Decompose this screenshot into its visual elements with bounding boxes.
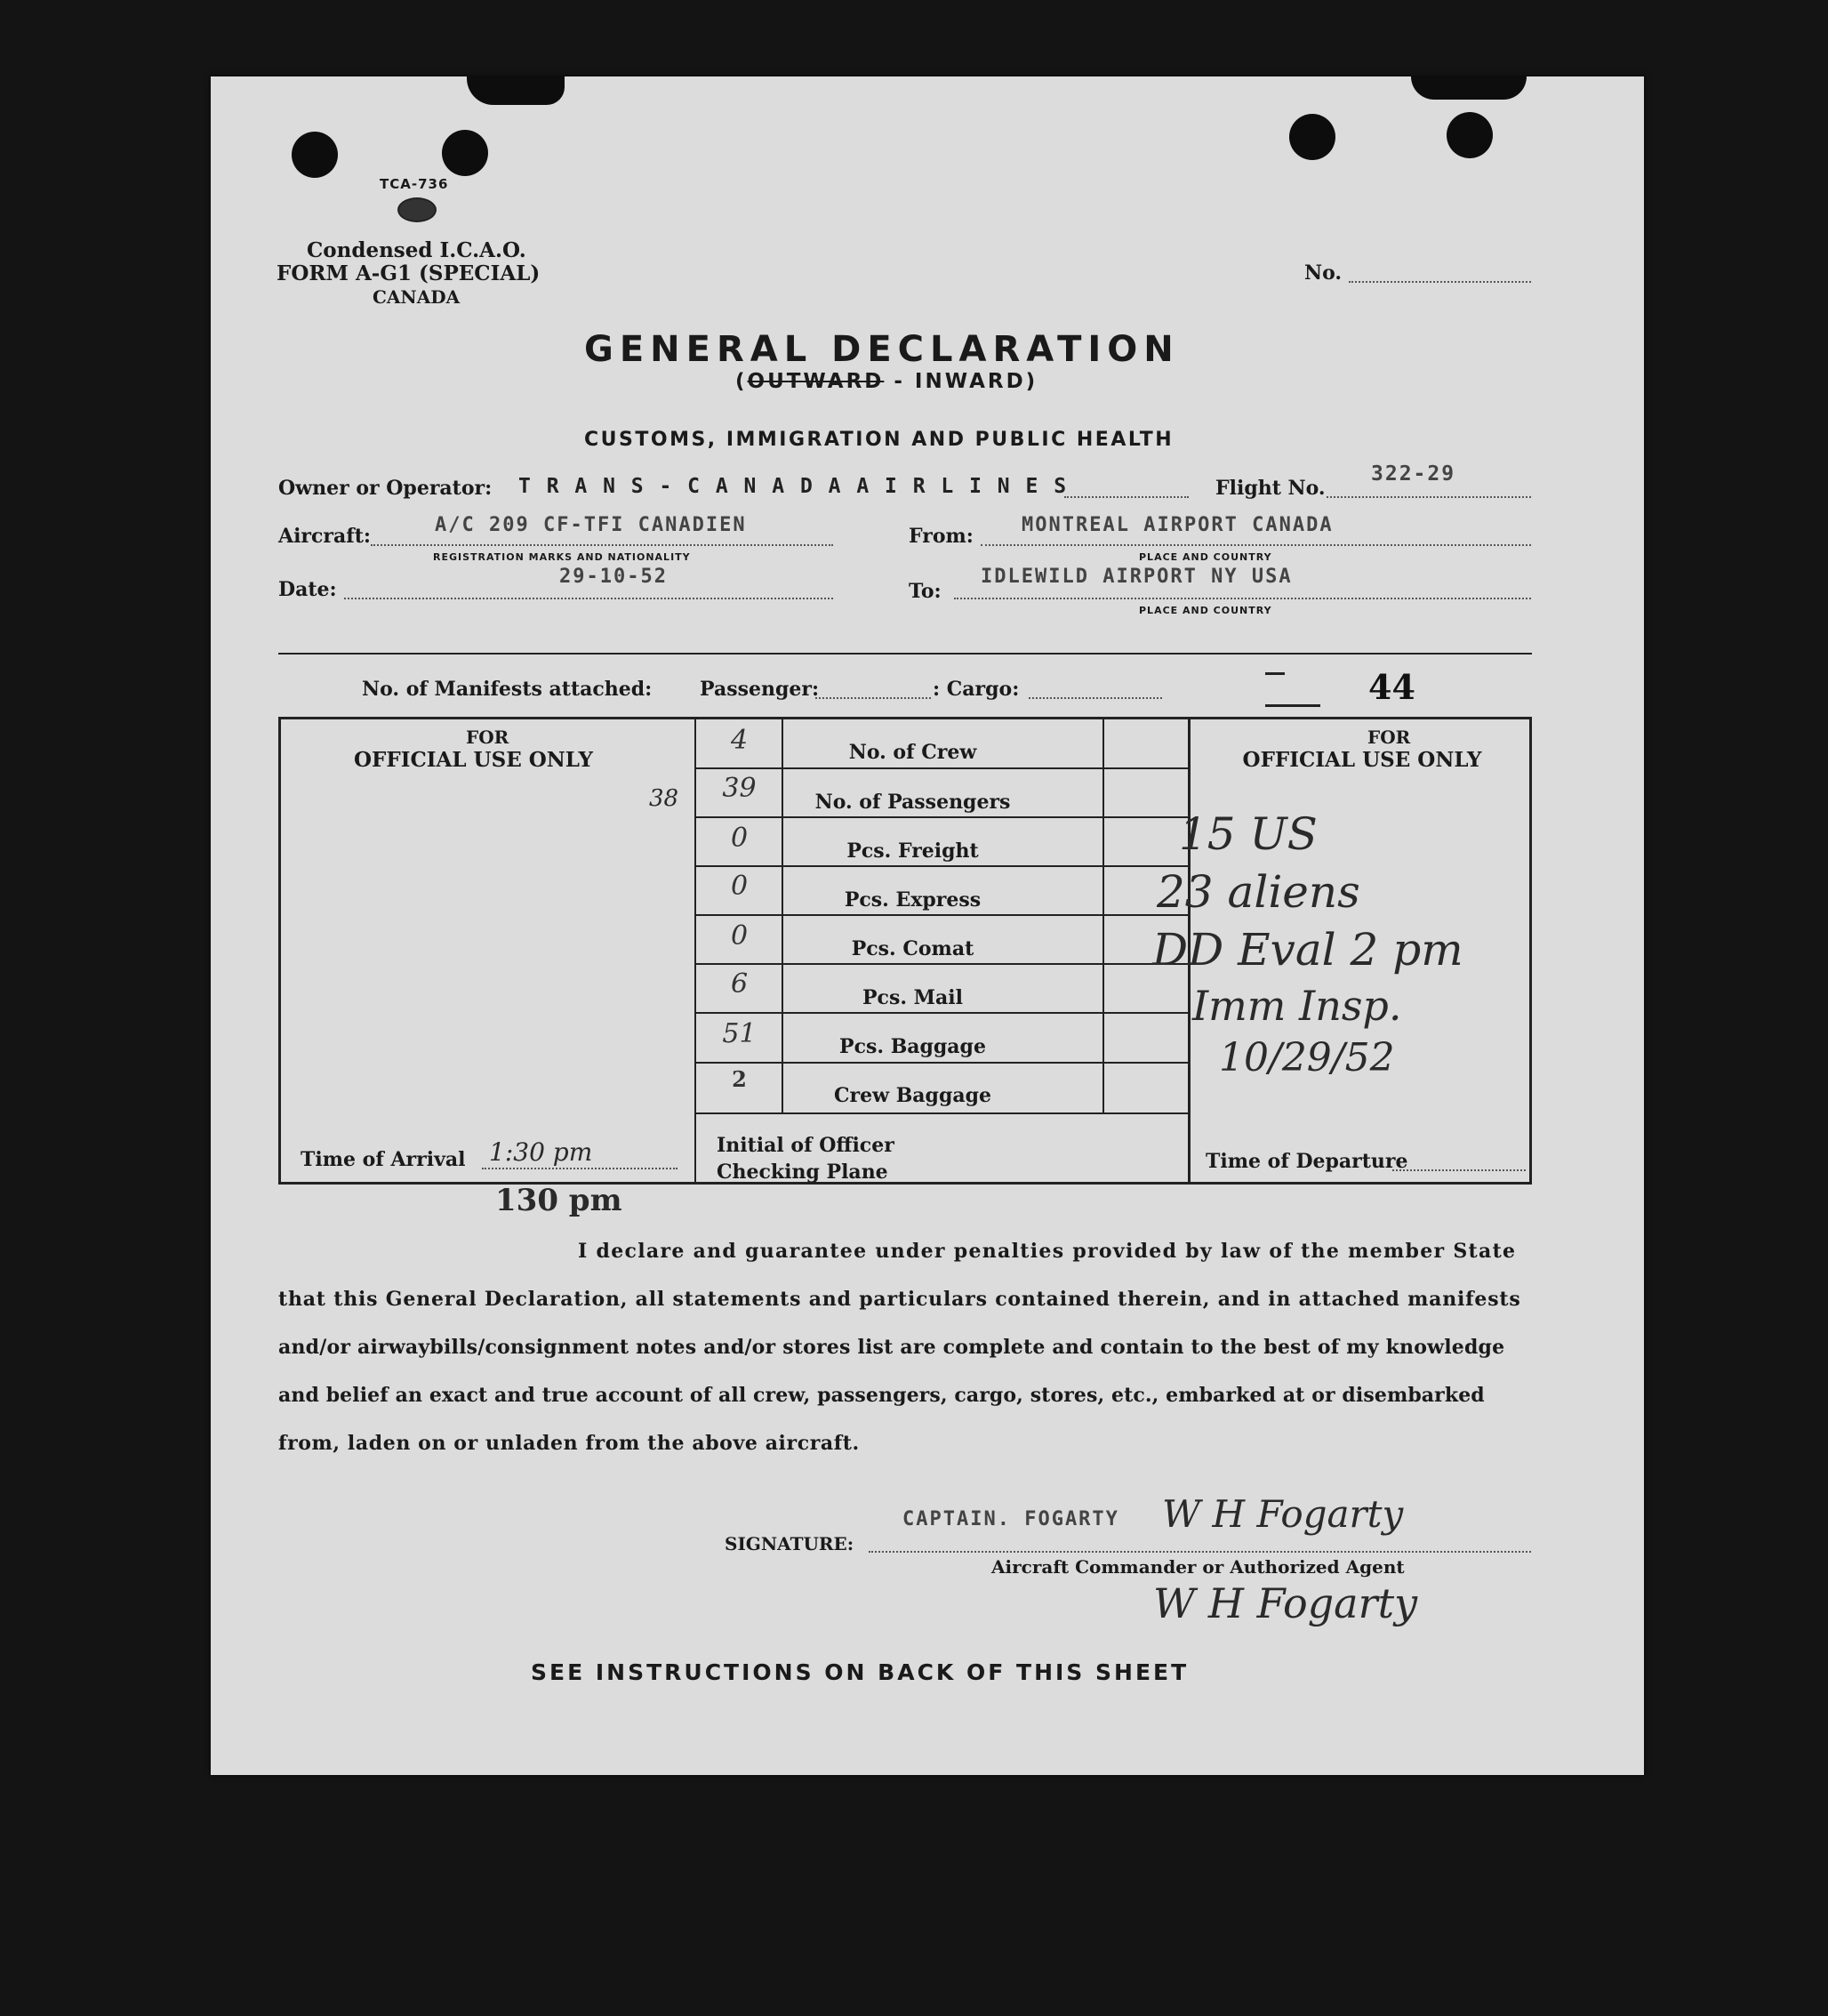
official-note-line: 15 US (1179, 808, 1318, 860)
from-field-line (981, 544, 1531, 546)
direction-inward: - INWARD) (884, 370, 1038, 393)
section-divider (278, 653, 1532, 655)
passenger-manifest-line[interactable] (815, 697, 931, 699)
date-value[interactable]: 29-10-52 (559, 566, 668, 588)
form-code: TCA-736 (380, 176, 449, 192)
table-divider (694, 1112, 1190, 1114)
passenger-manifest-label: Passenger: (700, 678, 820, 701)
row-line (694, 1012, 1190, 1014)
official-note-line: 23 aliens (1157, 866, 1360, 918)
manifests-label: No. of Manifests attached: (362, 678, 653, 701)
baggage-value[interactable]: 51 (722, 1018, 757, 1049)
direction-open-paren: ( (735, 370, 748, 393)
row-line (694, 767, 1190, 769)
passengers-label: No. of Passengers (814, 791, 1011, 814)
arrival-label: Time of Arrival (301, 1148, 466, 1171)
punch-hole (442, 130, 488, 176)
punch-hole (1447, 112, 1493, 158)
subtitle: CUSTOMS, IMMIGRATION AND PUBLIC HEALTH (584, 429, 1175, 451)
declaration-line: that this General Declaration, all statements and particulars contained therein, and in attached manifests (278, 1288, 1521, 1311)
row-line (694, 963, 1190, 965)
left-official-label: OFFICIAL USE ONLY (354, 748, 593, 772)
official-note-line: Imm Insp. (1192, 982, 1402, 1030)
declaration-line: and belief an exact and true account of all crew, passengers, cargo, stores, etc., embarked at or disembarked (278, 1384, 1485, 1407)
torn-edge (1411, 76, 1527, 100)
direction-line (735, 370, 1038, 393)
form-name-line2: FORM A-G1 (SPECIAL) (277, 261, 541, 285)
mail-value[interactable]: 6 (730, 968, 749, 1000)
row-line (694, 914, 1190, 916)
airline-logo-icon (397, 197, 437, 222)
handwritten-dash (1265, 704, 1320, 707)
manifest-total-handwritten: 44 (1368, 667, 1415, 707)
cargo-manifest-label: : Cargo: (933, 678, 1020, 701)
declaration-line: I declare and guarantee under penalties provided by law of the member State (578, 1240, 1517, 1263)
flight-field-line (1327, 496, 1531, 498)
checking-plane-label: Checking Plane (717, 1161, 888, 1184)
punch-hole (292, 132, 338, 178)
page-title: GENERAL DECLARATION (584, 329, 1180, 370)
handwritten-dash (1265, 672, 1285, 675)
mail-label: Pcs. Mail (862, 986, 963, 1009)
freight-value[interactable]: 0 (730, 823, 749, 854)
official-note-line: 10/29/52 (1219, 1035, 1395, 1080)
arrival-handwritten-below: 130 pm (495, 1183, 622, 1218)
declaration-table (278, 717, 1532, 1185)
comat-label: Pcs. Comat (851, 937, 974, 960)
owner-label: Owner or Operator: (278, 477, 493, 500)
aircraft-value[interactable]: A/C 209 CF-TFI CANADIEN (435, 514, 747, 536)
signature-caption: Aircraft Commander or Authorized Agent (991, 1556, 1405, 1578)
row-line (694, 1062, 1190, 1064)
declaration-line: from, laden on or unladen from the above aircraft. (278, 1432, 860, 1455)
right-official-label: OFFICIAL USE ONLY (1242, 748, 1482, 772)
date-label: Date: (278, 578, 337, 601)
torn-edge (467, 76, 565, 105)
margin-note-handwritten: 38 (649, 785, 679, 812)
crew-baggage-label: Crew Baggage (834, 1084, 991, 1107)
from-value[interactable]: MONTREAL AIRPORT CANADA (1022, 514, 1334, 536)
signature-label: SIGNATURE: (725, 1533, 854, 1554)
date-field-line (344, 598, 833, 599)
freight-label: Pcs. Freight (846, 839, 979, 863)
declaration-line: and/or airwaybills/consignment notes and/or stores list are complete and contain to the best of my knowledge (278, 1336, 1505, 1359)
flight-value[interactable]: 322-29 (1371, 462, 1456, 486)
aircraft-caption: REGISTRATION MARKS AND NATIONALITY (433, 551, 691, 563)
arrival-value[interactable]: 1:30 pm (489, 1137, 593, 1167)
to-caption: PLACE AND COUNTRY (1139, 605, 1272, 616)
initial-officer-label: Initial of Officer (717, 1134, 894, 1157)
arrival-field-line (482, 1168, 677, 1169)
right-for-label: FOR (1367, 727, 1411, 748)
departure-label: Time of Departure (1206, 1150, 1408, 1173)
to-label: To: (909, 580, 942, 603)
express-label: Pcs. Express (844, 888, 982, 912)
crew-label: No. of Crew (848, 741, 977, 764)
crew-baggage-value[interactable]: 2 (732, 1066, 747, 1092)
form-name-line1: Condensed I.C.A.O. (307, 238, 526, 262)
from-label: From: (909, 525, 974, 548)
aircraft-label: Aircraft: (278, 525, 372, 548)
direction-outward-struck: OUTWARD (747, 370, 885, 393)
owner-field-line (1064, 496, 1189, 498)
signature-handwritten: W H Fogarty (1153, 1579, 1418, 1627)
form-name-line3: CANADA (373, 286, 461, 308)
flight-label: Flight No. (1215, 477, 1326, 500)
document-page (211, 76, 1644, 1775)
departure-field-line[interactable] (1392, 1169, 1526, 1171)
baggage-label: Pcs. Baggage (839, 1035, 986, 1058)
left-for-label: FOR (466, 727, 509, 748)
express-value[interactable]: 0 (730, 871, 749, 902)
to-field-line (954, 598, 1531, 599)
owner-value[interactable]: T R A N S - C A N A D A A I R L I N E S (518, 475, 1069, 498)
punch-hole (1289, 114, 1335, 160)
official-note-line: DD Eval 2 pm (1152, 924, 1463, 976)
row-line (694, 816, 1190, 818)
row-line (694, 865, 1190, 867)
crew-value[interactable]: 4 (730, 725, 749, 756)
passengers-value[interactable]: 39 (722, 773, 757, 804)
table-divider (1102, 719, 1104, 1112)
footer-instructions: SEE INSTRUCTIONS ON BACK OF THIS SHEET (531, 1659, 1190, 1685)
no-label: No. (1304, 261, 1343, 285)
signature-typed-name: CAPTAIN. FOGARTY (902, 1508, 1119, 1530)
cargo-manifest-line[interactable] (1029, 697, 1162, 699)
to-value[interactable]: IDLEWILD AIRPORT NY USA (981, 566, 1293, 588)
comat-value[interactable]: 0 (730, 920, 749, 952)
signature-handwritten[interactable]: W H Fogarty (1162, 1492, 1404, 1536)
no-field-line[interactable] (1349, 281, 1531, 283)
from-caption: PLACE AND COUNTRY (1139, 551, 1272, 563)
aircraft-field-line (371, 544, 833, 546)
signature-field-line (869, 1551, 1531, 1553)
